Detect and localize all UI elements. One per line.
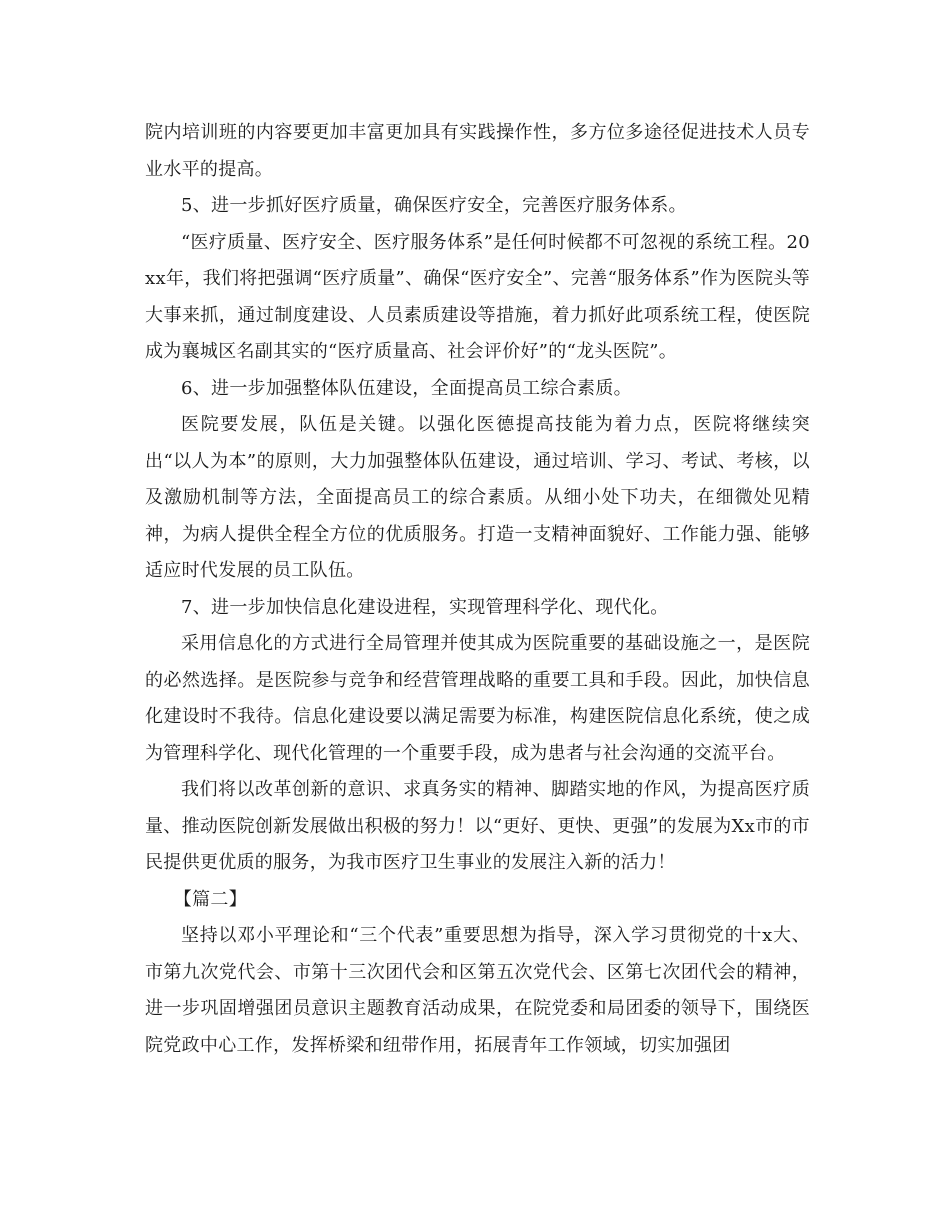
paragraph-informatization: 采用信息化的方式进行全局管理并使其成为医院重要的基础设施之一，是医院的必然选择。是医院参与竞争和经营管理战略的重要工具和手段。因此，加快信息化建设时不我待。信息化建设要以满足需要为标准，构建医院信息化系统，使之成为管理科学化、现代化管理的一个重要手段，成为患者与社会沟通的交流平台。 <box>145 633 810 764</box>
heading-item-6: 6、进一步加强整体队伍建设，全面提高员工综合素质。 <box>181 377 632 399</box>
paragraph-continuation: 院内培训班的内容要更加丰富更加具有实践操作性，多方位多途径促进技术人员专业水平的提高。 <box>145 122 810 180</box>
section-title-part-two: 【篇二】 <box>173 888 247 910</box>
document-body <box>145 115 810 1064</box>
heading-item-7: 7、进一步加快信息化建设进程，实现管理科学化、现代化。 <box>181 596 669 618</box>
paragraph-team-building: 医院要发展，队伍是关键。以强化医德提高技能为着力点，医院将继续突出“以人为本”的原则，大力加强整体队伍建设，通过培训、学习、考试、考核，以及激励机制等方法，全面提高员工的综合素质。从细小处下功夫，在细微处见精神，为病人提供全程全方位的优质服务。打造一支精神面貌好、工作能力强、能够适应时代发展的员工队伍。 <box>145 414 810 581</box>
paragraph-part-two-intro: 坚持以邓小平理论和“三个代表”重要思想为指导，深入学习贯彻党的十x大、市第九次党代会、市第十三次团代会和区第五次党代会、区第七次团代会的精神，进一步巩固增强团员意识主题教育活动成果，在院党委和局团委的领导下，围绕医院党政中心工作，发挥桥梁和纽带作用，拓展青年工作领域，切实加强团 <box>145 925 810 1056</box>
paragraph-closing-commitment: 我们将以改革创新的意识、求真务实的精神、脚踏实地的作风，为提高医疗质量、推动医院创新发展做出积极的努力！以“更好、更快、更强”的发展为Xx市的市民提供更优质的服务，为我市医疗卫生事业的发展注入新的活力！ <box>145 779 810 873</box>
paragraph-medical-quality: “医疗质量、医疗安全、医疗服务体系”是任何时候都不可忽视的系统工程。20xx年，我们将把强调“医疗质量”、确保“医疗安全”、完善“服务体系”作为医院头等大事来抓，通过制度建设、人员素质建设等措施，着力抓好此项系统工程，使医院成为襄城区名副其实的“医疗质量高、社会评价好”的“龙头医院”。 <box>145 231 810 362</box>
heading-item-5: 5、进一步抓好医疗质量，确保医疗安全，完善医疗服务体系。 <box>181 195 687 216</box>
